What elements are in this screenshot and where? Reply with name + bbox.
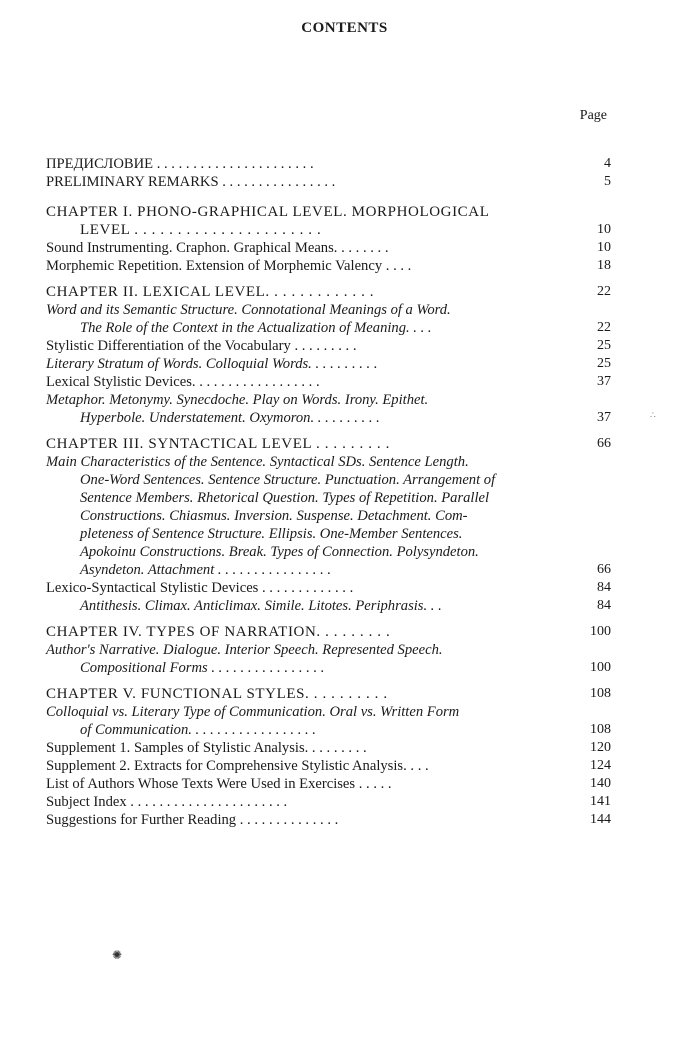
toc-entry-supplement-1: Supplement 1. Samples of Stylistic Analysis. . . . . . . . . 120: [46, 740, 611, 756]
toc-chapter-2-heading: CHAPTER II. LEXICAL LEVEL. . . . . . . . . . . . . 22: [46, 284, 611, 300]
toc-entry: Constructions. Chiasmus. Inversion. Suspense. Detachment. Com-: [80, 508, 468, 524]
toc-entry-subject-index: Subject Index . . . . . . . . . . . . . . . . . . . . . . 141: [46, 794, 611, 810]
page-column-header: Page: [579, 108, 607, 123]
toc-entry-foreword: ПРЕДИСЛОВИЕ . . . . . . . . . . . . . . . . . . . . . . 4: [46, 156, 611, 172]
table-of-contents: [46, 155, 611, 829]
toc-entry: Colloquial vs. Literary Type of Communication. Oral vs. Written Form: [46, 704, 460, 720]
toc-entry-further-reading: Suggestions for Further Reading . . . . . . . . . . . . . . 144: [46, 812, 611, 828]
toc-entry: of Communication. . . . . . . . . . . . . . . . . . 108: [80, 722, 611, 738]
toc-entry: Antithesis. Climax. Anticlimax. Simile. Litotes. Periphrasis. . . 84: [80, 598, 611, 614]
toc-entry: Metaphor. Metonymy. Synecdoche. Play on Words. Irony. Epithet.: [46, 392, 429, 408]
toc-entry: Word and its Semantic Structure. Connotational Meanings of a Word.: [46, 302, 451, 318]
toc-entry: Main Characteristics of the Sentence. Syntactical SDs. Sentence Length.: [46, 454, 469, 470]
toc-entry: The Role of the Context in the Actualization of Meaning. . . . 22: [80, 320, 611, 336]
toc-entry: Sentence Members. Rhetorical Question. Types of Repetition. Parallel: [80, 490, 490, 506]
toc-entry-list-of-authors: List of Authors Whose Texts Were Used in Exercises . . . . . 140: [46, 776, 611, 792]
toc-chapter-5-heading: CHAPTER V. FUNCTIONAL STYLES. . . . . . . . . . 108: [46, 686, 611, 702]
toc-entry-supplement-2: Supplement 2. Extracts for Comprehensive Stylistic Analysis. . . . 124: [46, 758, 611, 774]
toc-entry: pleteness of Sentence Structure. Ellipsis. One-Member Sentences.: [80, 526, 463, 542]
toc-entry: Stylistic Differentiation of the Vocabulary . . . . . . . . . 25: [46, 338, 611, 354]
toc-entry: Sound Instrumenting. Craphon. Graphical Means. . . . . . . . 10: [46, 240, 611, 256]
toc-entry: Lexico-Syntactical Stylistic Devices . . . . . . . . . . . . . 84: [46, 580, 611, 596]
toc-entry-preliminary-remarks: PRELIMINARY REMARKS . . . . . . . . . . . . . . . . 5: [46, 174, 611, 190]
toc-chapter-1-heading-cont: LEVEL . . . . . . . . . . . . . . . . . . . . . . 10: [80, 222, 611, 238]
toc-entry: Asyndeton. Attachment . . . . . . . . . . . . . . . . 66: [80, 562, 611, 578]
ink-speck-mark: ✺: [112, 948, 123, 962]
toc-entry: Literary Stratum of Words. Colloquial Words. . . . . . . . . . 25: [46, 356, 611, 372]
toc-chapter-4-heading: CHAPTER IV. TYPES OF NARRATION. . . . . . . . . 100: [46, 624, 611, 640]
toc-entry: Lexical Stylistic Devices. . . . . . . . . . . . . . . . . . 37: [46, 374, 611, 390]
toc-chapter-1-heading: CHAPTER I. PHONO-GRAPHICAL LEVEL. MORPHOLOGICAL: [46, 204, 490, 220]
toc-entry: Apokoinu Constructions. Break. Types of Connection. Polysyndeton.: [80, 544, 479, 560]
page-title: CONTENTS: [301, 20, 388, 36]
toc-chapter-3-heading: CHAPTER III. SYNTACTICAL LEVEL . . . . . . . . . 66: [46, 436, 611, 452]
toc-entry: One-Word Sentences. Sentence Structure. Punctuation. Arrangement of: [80, 472, 496, 488]
ink-speck-mark: ∴: [650, 410, 656, 420]
toc-entry: Morphemic Repetition. Extension of Morphemic Valency . . . . 18: [46, 258, 611, 274]
toc-entry: Compositional Forms . . . . . . . . . . . . . . . . 100: [80, 660, 611, 676]
toc-entry: Hyperbole. Understatement. Oxymoron. . . . . . . . . . 37: [80, 410, 611, 426]
toc-entry: Author's Narrative. Dialogue. Interior Speech. Represented Speech.: [46, 642, 443, 658]
